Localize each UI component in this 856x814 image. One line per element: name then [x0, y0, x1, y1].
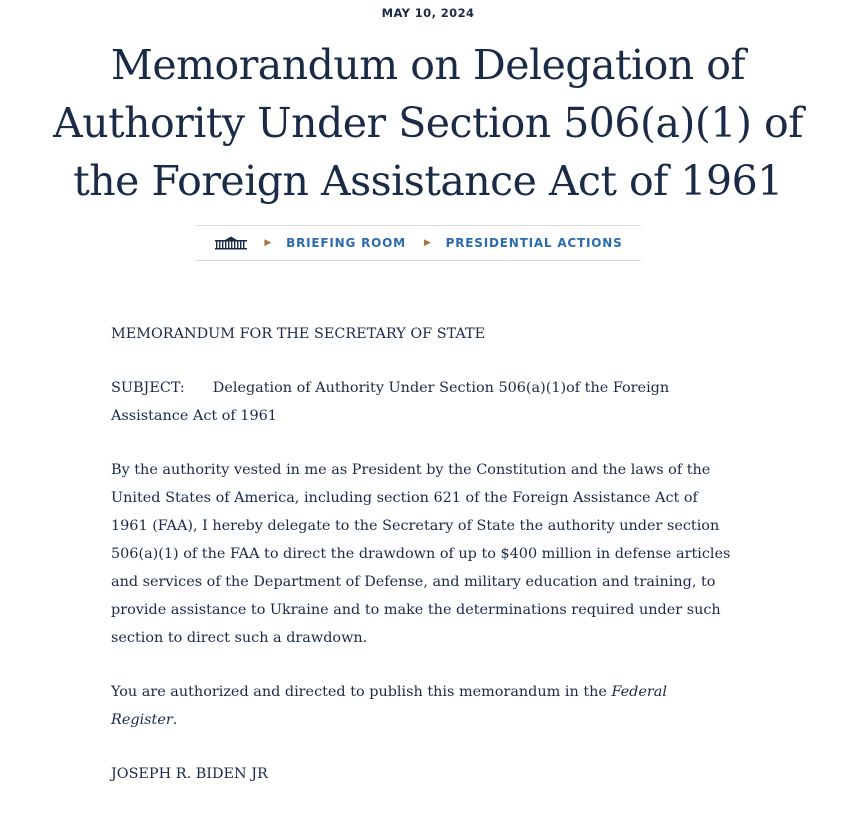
- breadcrumb-presidential-actions[interactable]: PRESIDENTIAL ACTIONS: [445, 236, 623, 250]
- breadcrumb-briefing-room[interactable]: BRIEFING ROOM: [286, 236, 406, 250]
- subject-text: Delegation of Authority Under Section 506(a)(1)of the Foreign Assistance Act of 1961: [111, 380, 670, 424]
- memo-subject: [111, 374, 731, 430]
- page-title: Memorandum on Delegation of Authority Under Section 506(a)(1) of the Foreign Assistance Act of 1961: [53, 41, 803, 205]
- chevron-right-icon: ▶: [423, 238, 432, 248]
- federal-register-title: Federal Register: [111, 684, 667, 728]
- memo-paragraph-publish: [111, 678, 731, 734]
- memo-addressee: MEMORANDUM FOR THE SECRETARY OF STATE: [111, 326, 486, 342]
- memo-paragraph: By the authority vested in me as President by the Constitution and the laws of the United States of America, including section 621 of the Foreign Assistance Act of 1961 (FAA), I hereby delegate to the Secretary of State the authority under section 506(a)(1) of the FAA to direct the drawdown of up to $400 million in defense articles and services of the Department of Defense, and military education and training, to provide assistance to Ukraine and to make the determinations required under such section to direct such a drawdown.: [111, 462, 731, 646]
- publish-period: .: [172, 712, 178, 728]
- chevron-right-icon: ▶: [264, 238, 273, 248]
- white-house-icon[interactable]: [214, 236, 248, 250]
- publish-date: MAY 10, 2024: [381, 6, 475, 20]
- breadcrumb: [196, 225, 641, 261]
- signature: JOSEPH R. BIDEN JR: [111, 766, 268, 782]
- publish-text: You are authorized and directed to publish this memorandum in the: [111, 684, 612, 700]
- subject-label: SUBJECT:: [111, 380, 185, 396]
- memo-body: [111, 320, 731, 814]
